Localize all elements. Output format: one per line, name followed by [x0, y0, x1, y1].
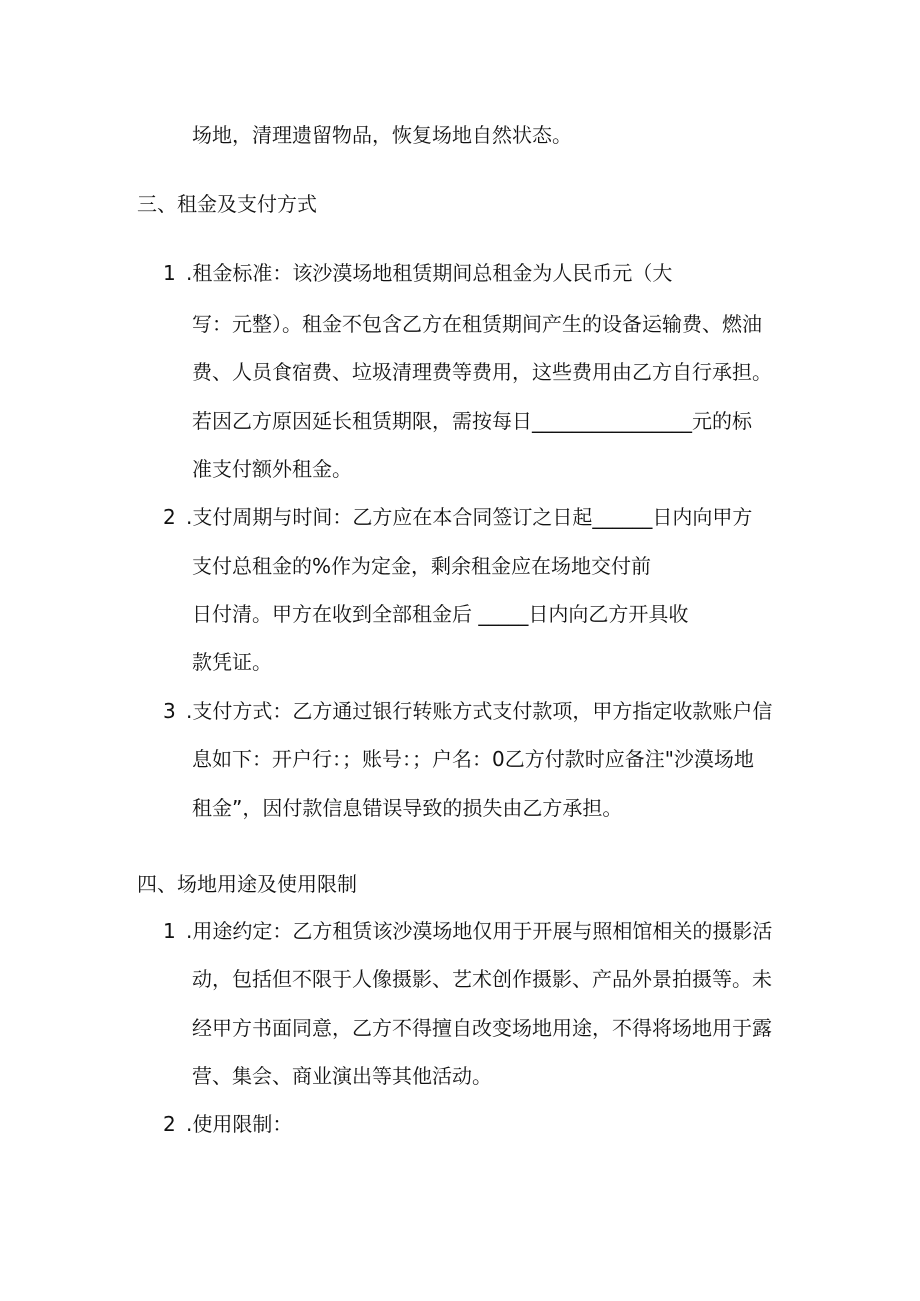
item-3-1-line-2: 写：元整）。租金不包含乙方在租赁期间产生的设备运输费、燃油	[192, 312, 762, 336]
item-3-3-line-3: 租金”，因付款信息错误导致的损失由乙方承担。	[192, 796, 623, 820]
item-4-1-line-3: 经甲方书面同意，乙方不得擅自改变场地用途，不得将场地用于露	[192, 1016, 772, 1040]
item-3-1-line-3: 费、人员食宿费、垃圾清理费等费用，这些费用由乙方自行承担。	[192, 360, 772, 384]
item-3-2-line-1: .支付周期与时间：乙方应在本合同签订之日起______日内向甲方	[186, 505, 753, 529]
item-number-3-2: 2	[163, 505, 176, 529]
item-3-1-line-4: 若因乙方原因延长租赁期限，需按每日________________元的标	[192, 409, 752, 433]
section-heading-3: 三、租金及支付方式	[137, 192, 317, 216]
section-heading-4: 四、场地用途及使用限制	[137, 872, 357, 896]
item-4-1-line-2: 动，包括但不限于人像摄影、艺术创作摄影、产品外景拍摄等。未	[192, 967, 772, 991]
item-3-1-line-1: .租金标准：该沙漠场地租赁期间总租金为人民币元（大	[186, 261, 673, 285]
item-3-3-line-2: 息如下：开户行：；账号：；户名：0乙方付款时应备注"沙漠场地	[192, 747, 754, 771]
item-3-2-line-4: 款凭证。	[192, 650, 272, 674]
item-3-3-line-1: .支付方式：乙方通过银行转账方式支付款项，甲方指定收款账户信	[186, 699, 773, 723]
item-4-1-line-4: 营、集会、商业演出等其他活动。	[192, 1064, 492, 1088]
item-4-1-line-1: .用途约定：乙方租赁该沙漠场地仅用于开展与照相馆相关的摄影活	[186, 919, 773, 943]
item-3-2-line-2: 支付总租金的%作为定金，剩余租金应在场地交付前	[192, 554, 652, 578]
item-number-4-1: 1	[163, 919, 176, 943]
item-number-3-3: 3	[163, 699, 176, 723]
item-number-3-1: 1	[163, 261, 176, 285]
item-3-2-line-3: 日付清。甲方在收到全部租金后 _____日内向乙方开具收	[192, 602, 689, 626]
item-3-1-line-5: 准支付额外租金。	[192, 457, 352, 481]
item-4-2-line-1: .使用限制：	[186, 1112, 293, 1136]
item-number-4-2: 2	[163, 1112, 176, 1136]
continuation-line: 场地，清理遗留物品，恢复场地自然状态。	[192, 123, 572, 147]
